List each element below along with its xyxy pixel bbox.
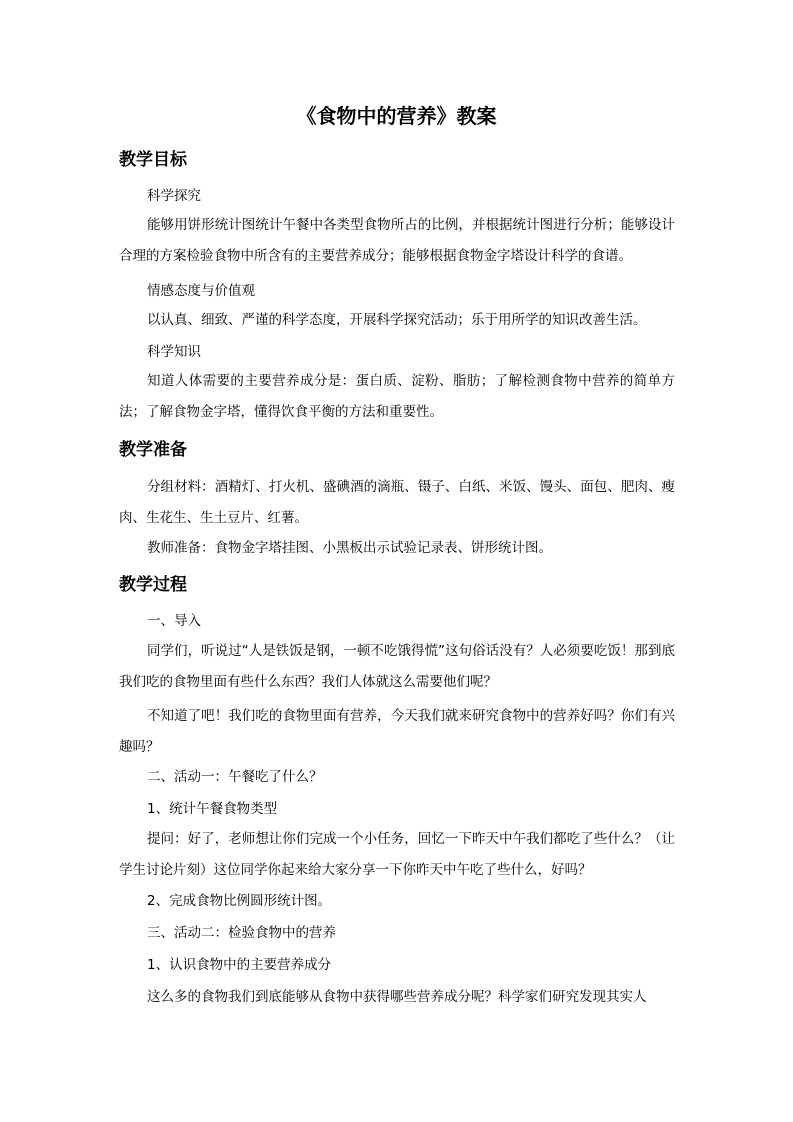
paragraph-group-materials: 分组材料：酒精灯、打火机、盛碘酒的滴瓶、镊子、白纸、米饭、馒头、面包、肥肉、瘦肉、生花生、生土豆片、红薯。: [119, 479, 675, 526]
subheading-intro: 一、导入: [147, 613, 201, 629]
subheading-activity-2-step-1: 1、认识食物中的主要营养成分: [147, 957, 332, 973]
subheading-knowledge: 科学知识: [147, 344, 201, 360]
paragraph-intro-2: 不知道了吧！我们吃的食物里面有营养，今天我们就来研究食物中的营养好吗？你们有兴趣吗？: [119, 708, 675, 755]
paragraph-knowledge: 知道人体需要的主要营养成分是：蛋白质、淀粉、脂肪；了解检测食物中营养的简单方法；了解食物金字塔，懂得饮食平衡的方法和重要性。: [119, 373, 675, 420]
subheading-science-inquiry: 科学探究: [147, 188, 201, 204]
section-heading-goals: 教学目标: [119, 150, 187, 170]
paragraph-attitude: 以认真、细致、严谨的科学态度，开展科学探究活动；乐于用所学的知识改善生活。: [147, 312, 647, 328]
subheading-activity-1-step-2: 2、完成食物比例圆形统计图。: [147, 893, 332, 909]
paragraph-intro-1: 同学们，听说过“人是铁饭是钢，一顿不吃饿得慌”这句俗话没有？人必须要吃饭！那到底我们吃的食物里面有些什么东西？我们人体就这么需要他们呢？: [119, 643, 675, 690]
paragraph-activity-2: 这么多的食物我们到底能够从食物中获得哪些营养成分呢？科学家们研究发现其实人: [147, 989, 647, 1005]
document-title: 《食物中的营养》教案: [296, 104, 497, 128]
paragraph-inquiry: 能够用饼形统计图统计午餐中各类型食物所占的比例，并根据统计图进行分析；能够设计合理的方案检验食物中所含有的主要营养成分；能够根据食物金字塔设计科学的食谱。: [119, 217, 675, 264]
subheading-activity-1: 二、活动一：午餐吃了什么？: [147, 769, 323, 785]
section-heading-prep: 教学准备: [119, 440, 187, 460]
subheading-activity-1-step-1: 1、统计午餐食物类型: [147, 801, 278, 817]
subheading-attitude: 情感态度与价值观: [147, 283, 255, 299]
paragraph-teacher-prep: 教师准备：食物金字塔挂图、小黑板出示试验记录表、饼形统计图。: [147, 540, 552, 556]
paragraph-activity-1-question: 提问：好了，老师想让你们完成一个小任务，回忆一下昨天中午我们都吃了些什么？（让学生讨论片刻）这位同学你起来给大家分享一下你昨天中午吃了些什么，好吗？: [119, 831, 675, 878]
subheading-activity-2: 三、活动二：检验食物中的营养: [147, 925, 336, 941]
section-heading-process: 教学过程: [119, 575, 187, 595]
